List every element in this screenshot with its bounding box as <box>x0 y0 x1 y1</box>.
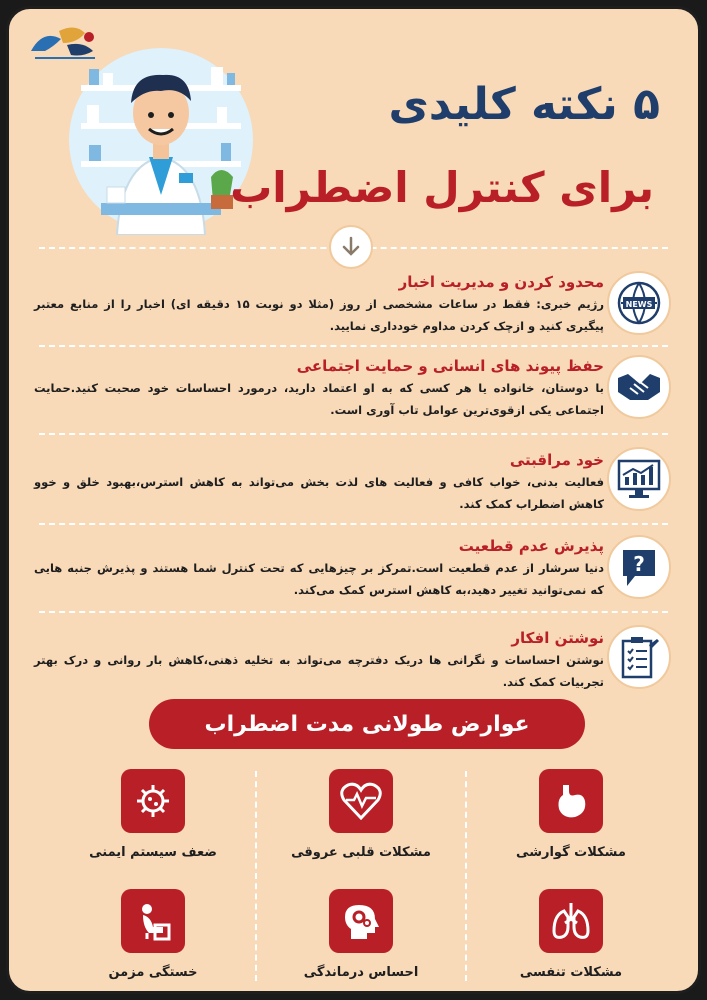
tip-5 <box>9 619 701 705</box>
symptom-label: احساس درماندگی <box>303 965 419 980</box>
tip-title: پذیرش عدم قطعیت <box>458 537 604 555</box>
svg-text:NEWS: NEWS <box>625 300 653 309</box>
tip-body: رژیم خبری: فقط در ساعات مشخصی از روز (مثلا دو نوبت ۱۵ دقیقه ای) اخبار را از منابع معتبر پیگیری کنید و ازچک کردن مداوم خودداری نمایید. <box>34 297 604 333</box>
tired-person-icon <box>121 889 185 953</box>
head-gears-icon <box>329 889 393 953</box>
divider <box>39 345 668 347</box>
tip-3 <box>9 441 701 527</box>
tip-body: نوشتن احساسات و نگرانی ها دریک دفترچه می‌تواند به تخلیه ذهنی،کاهش بار روانی و درک بهتر تجربیات کمک کند. <box>34 653 604 689</box>
symptom-cardiovascular <box>271 769 451 860</box>
symptom-label: مشکلات گوارشی <box>516 845 626 860</box>
tip-title: نوشتن افکار <box>511 629 604 647</box>
title-line-2: برای کنترل اضطراب <box>230 163 654 212</box>
tip-body: فعالیت بدنی، خواب کافی و فعالیت های لذت بخش می‌تواند به کاهش استرس،بهبود خلق و خوو کاهش اضطراب کمک کند. <box>34 475 604 511</box>
question-bubble-icon <box>607 535 671 599</box>
lungs-icon <box>539 889 603 953</box>
tip-title: حفظ پیوند های انسانی و حمایت اجتماعی <box>296 357 604 375</box>
down-arrow-icon <box>329 225 373 269</box>
symptom-respiratory <box>481 889 661 980</box>
tip-1 <box>9 267 701 353</box>
heart-pulse-icon <box>329 769 393 833</box>
symptom-label: مشکلات تنفسی <box>519 965 623 980</box>
symptom-chronic-fatigue <box>63 889 243 980</box>
symptom-label: ضعف سیستم ایمنی <box>89 845 217 860</box>
tip-body: دنیا سرشار از عدم قطعیت است.تمرکز بر چیزهایی که تحت کنترل شما هستند و پذیرش جنبه هایی که نمی‌توانید تغییر دهید،به کاهش استرس کمک می‌کند. <box>34 561 604 597</box>
symptom-label: خستگی مزمن <box>108 965 198 980</box>
symptom-helplessness <box>271 889 451 980</box>
divider <box>39 611 668 613</box>
svg-text:?: ? <box>633 552 645 576</box>
symptom-immune <box>63 769 243 860</box>
symptom-label: مشکلات قلبی عروقی <box>291 845 431 860</box>
tip-body: با دوستان، خانواده یا هر کسی که به او اعتماد دارید، درمورد احساسات خود صحبت کنید.حمایت اجتماعی یکی ازقوی‌ترین عوامل تاب آوری است. <box>34 381 604 417</box>
divider <box>465 771 467 981</box>
divider <box>255 771 257 981</box>
tip-2 <box>9 351 701 437</box>
title-line-1: ۵ نکته کلیدی <box>388 79 660 130</box>
long-term-effects-banner: عوارض طولانی مدت اضطراب <box>149 699 585 749</box>
tip-title: خود مراقبتی <box>509 451 604 469</box>
divider <box>39 523 668 525</box>
tip-4 <box>9 529 701 615</box>
divider <box>39 433 668 435</box>
stomach-icon <box>539 769 603 833</box>
news-icon <box>607 271 671 335</box>
infographic-frame <box>6 6 701 994</box>
handshake-icon <box>607 355 671 419</box>
tip-title: محدود کردن و مدیریت اخبار <box>398 273 604 291</box>
symptom-digestive <box>481 769 661 860</box>
notepad-icon <box>607 625 671 689</box>
chart-monitor-icon <box>607 447 671 511</box>
virus-icon <box>121 769 185 833</box>
